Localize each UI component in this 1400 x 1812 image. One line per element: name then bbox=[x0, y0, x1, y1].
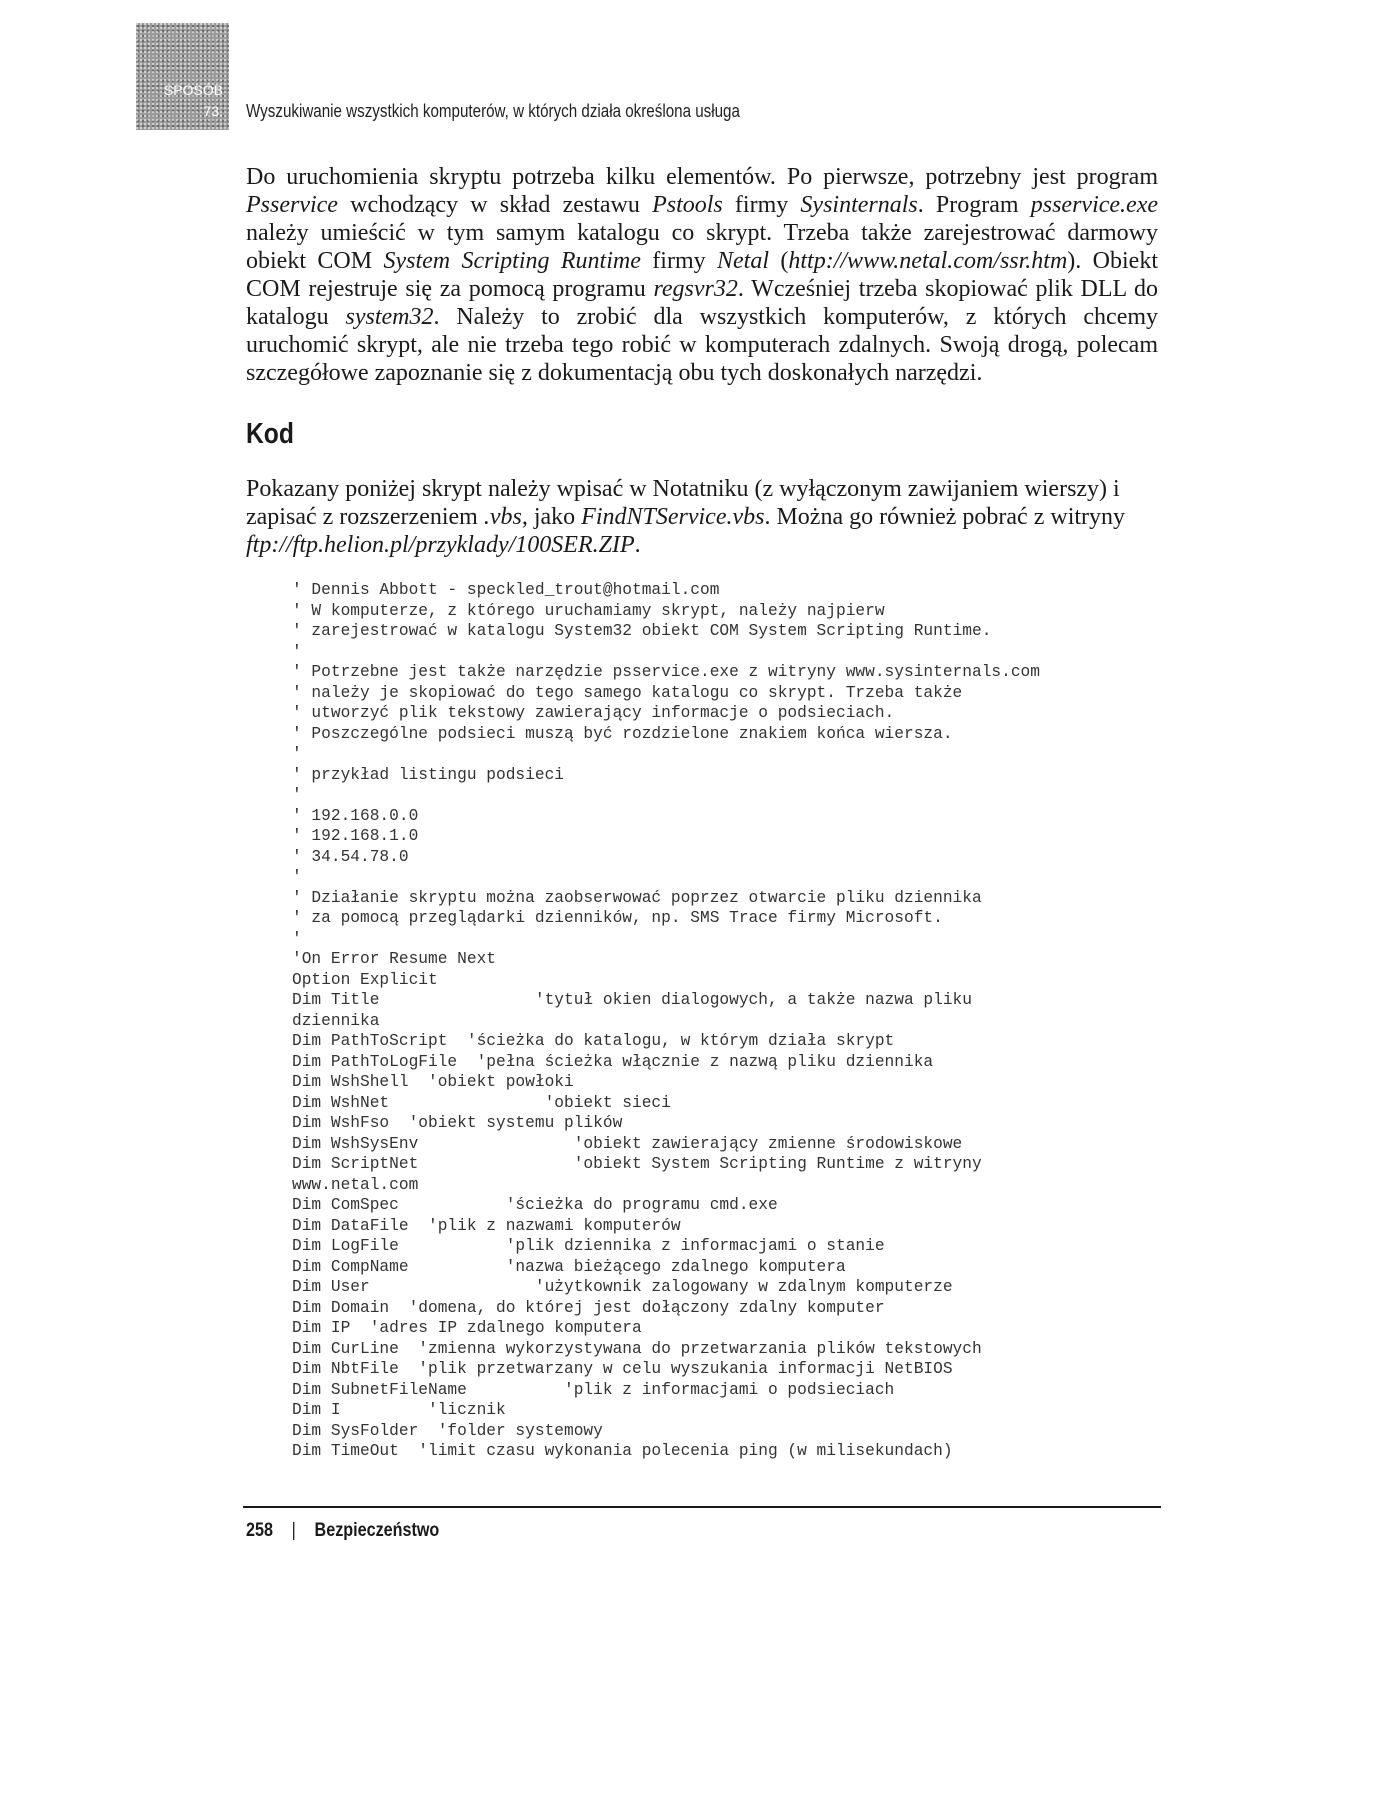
code-line: Dim WshShell 'obiekt powłoki bbox=[292, 1073, 574, 1091]
text-run: . Można go również pobrać z witryny bbox=[764, 504, 1126, 530]
italic-term: Pstools bbox=[652, 192, 723, 218]
code-line: Option Explicit bbox=[292, 970, 438, 989]
page-number: 258 bbox=[246, 1520, 273, 1541]
paragraph-code-instructions bbox=[246, 475, 1158, 559]
code-line: ' utworzyć plik tekstowy zawierający informacje o podsieciach. bbox=[292, 704, 895, 722]
footer-separator: | bbox=[291, 1520, 296, 1541]
italic-term: ftp://ftp.helion.pl/przyklady/100SER.ZIP bbox=[246, 532, 635, 558]
code-line: ' zarejestrować w katalogu System32 obiekt COM System Scripting Runtime. bbox=[292, 622, 992, 640]
code-line: Dim IP 'adres IP zdalnego komputera bbox=[292, 1319, 642, 1337]
italic-term: FindNTService.vbs bbox=[581, 504, 765, 530]
text-run: firmy bbox=[722, 192, 801, 218]
code-line: ' Potrzebne jest także narzędzie psservice.exe z witryny www.sysinternals.com bbox=[292, 663, 1040, 681]
code-line: Dim PathToScript 'ścieżka do katalogu, w którym działa skrypt bbox=[292, 1032, 895, 1050]
code-line: ' Działanie skryptu można zaobserwować poprzez otwarcie pliku dziennika bbox=[292, 888, 982, 907]
italic-term: Psservice bbox=[246, 192, 338, 218]
page-footer bbox=[246, 1520, 439, 1542]
text-run: Pokazany poniżej skrypt należy wpisać w Notatniku (z wyłączonym zawijaniem wierszy) i zapisać z rozszerzeniem bbox=[246, 476, 1120, 530]
italic-term: Sysinternals bbox=[800, 192, 918, 218]
code-line: Dim Domain 'domena, do której jest dołączony zdalny komputer bbox=[292, 1298, 885, 1317]
italic-term: Netal bbox=[717, 248, 769, 274]
code-line: Dim NbtFile 'plik przetwarzany w celu wyszukania informacji NetBIOS bbox=[292, 1360, 953, 1378]
text-run: Do uruchomienia skryptu potrzeba kilku elementów. Po pierwsze, potrzebny jest program bbox=[246, 164, 1158, 190]
text-run: firmy bbox=[640, 248, 717, 274]
code-line: Dim SysFolder 'folder systemowy bbox=[292, 1421, 603, 1440]
code-line: www.netal.com bbox=[292, 1175, 419, 1194]
code-line: Dim PathToLogFile 'pełna ścieżka włącznie z nazwą pliku dziennika bbox=[292, 1052, 934, 1071]
code-line: ' bbox=[292, 929, 302, 948]
code-line: Dim Title 'tytuł okien dialogowych, a także nazwa pliku bbox=[292, 991, 972, 1009]
section-heading: Kod bbox=[246, 418, 294, 450]
code-line: ' Poszczególne podsieci muszą być rozdzielone znakiem końca wiersza. bbox=[292, 724, 953, 743]
italic-term: psservice.exe bbox=[1030, 192, 1159, 218]
footer-rule bbox=[243, 1506, 1161, 1508]
code-line: Dim CurLine 'zmienna wykorzystywana do przetwarzania plików tekstowych bbox=[292, 1339, 982, 1358]
paragraph-intro bbox=[246, 163, 1158, 387]
code-line: Dim SubnetFileName 'plik z informacjami o podsieciach bbox=[292, 1380, 895, 1399]
italic-term: http://www.netal.com/ssr.htm bbox=[788, 248, 1068, 274]
italic-term: system32 bbox=[345, 304, 434, 330]
code-line: Dim WshFso 'obiekt systemu plików bbox=[292, 1114, 623, 1132]
code-line: Dim ComSpec 'ścieżka do programu cmd.exe bbox=[292, 1196, 778, 1214]
code-line: dziennika bbox=[292, 1011, 380, 1030]
code-line: ' 192.168.0.0 bbox=[292, 806, 419, 825]
code-listing bbox=[292, 580, 1152, 1462]
code-line: ' należy je skopiować do tego samego katalogu co skrypt. Trzeba także bbox=[292, 683, 963, 702]
code-line: Dim ScriptNet 'obiekt System Scripting Runtime z witryny bbox=[292, 1155, 982, 1173]
code-line: Dim CompName 'nazwa bieżącego zdalnego komputera bbox=[292, 1257, 846, 1276]
text-run: . Wcześniej trzeba skopiować plik DLL do katalogu bbox=[246, 276, 1158, 330]
code-line: ' bbox=[292, 642, 302, 661]
code-line: ' bbox=[292, 745, 302, 763]
code-line: ' za pomocą przeglądarki dzienników, np. SMS Trace firmy Microsoft. bbox=[292, 909, 943, 927]
italic-term: regsvr32 bbox=[653, 276, 738, 302]
text-run: wchodzący w skład zestawu bbox=[337, 192, 653, 218]
text-run: . Należy to zrobić dla wszystkich komputerów, z których chcemy uruchomić skrypt, ale nie trzeba tego robić w komputerach zdalnych. Swoją drogą, polecam szczegółowe zapoznanie się z dokumentacją obu tych doskonałych narzędzi. bbox=[246, 304, 1159, 386]
badge-label: SPOSÓB bbox=[163, 82, 223, 98]
running-header: Wyszukiwanie wszystkich komputerów, w których działa określona usługa bbox=[246, 100, 740, 121]
code-line: Dim DataFile 'plik z nazwami komputerów bbox=[292, 1216, 681, 1235]
code-line: Dim WshSysEnv 'obiekt zawierający zmienne środowiskowe bbox=[292, 1134, 963, 1153]
code-line: ' bbox=[292, 786, 302, 804]
code-line: ' Dennis Abbott - speckled_trout@hotmail.com bbox=[292, 581, 720, 599]
code-line: 'On Error Resume Next bbox=[292, 950, 496, 968]
badge-number: 73. bbox=[203, 103, 223, 119]
code-line: ' 34.54.78.0 bbox=[292, 847, 409, 866]
italic-term: System Scripting Runtime bbox=[383, 248, 641, 274]
code-line: Dim User 'użytkownik zalogowany w zdalnym komputerze bbox=[292, 1278, 953, 1296]
text-run: . Program bbox=[917, 192, 1031, 218]
text-run: ). Obiekt COM rejestruje się za pomocą programu bbox=[246, 248, 1159, 302]
text-run: . bbox=[634, 532, 641, 558]
code-line: ' W komputerze, z którego uruchamiamy skrypt, należy najpierw bbox=[292, 601, 885, 620]
code-line: Dim I 'licznik bbox=[292, 1401, 506, 1419]
italic-term: .vbs bbox=[483, 504, 522, 530]
text-run: należy umieścić w tym samym katalogu co skrypt. Trzeba także zarejestrować darmowy obiekt COM bbox=[246, 220, 1158, 274]
code-line: ' przykład listingu podsieci bbox=[292, 765, 564, 784]
chapter-badge bbox=[136, 23, 229, 130]
code-line: Dim TimeOut 'limit czasu wykonania polecenia ping (w milisekundach) bbox=[292, 1442, 953, 1460]
code-line: Dim WshNet 'obiekt sieci bbox=[292, 1093, 671, 1112]
text-run: , jako bbox=[521, 504, 582, 530]
footer-section: Bezpieczeństwo bbox=[314, 1520, 440, 1541]
code-line: ' bbox=[292, 868, 302, 886]
code-line: ' 192.168.1.0 bbox=[292, 827, 419, 845]
code-line: Dim LogFile 'plik dziennika z informacjami o stanie bbox=[292, 1237, 885, 1255]
text-run: ( bbox=[769, 248, 789, 274]
